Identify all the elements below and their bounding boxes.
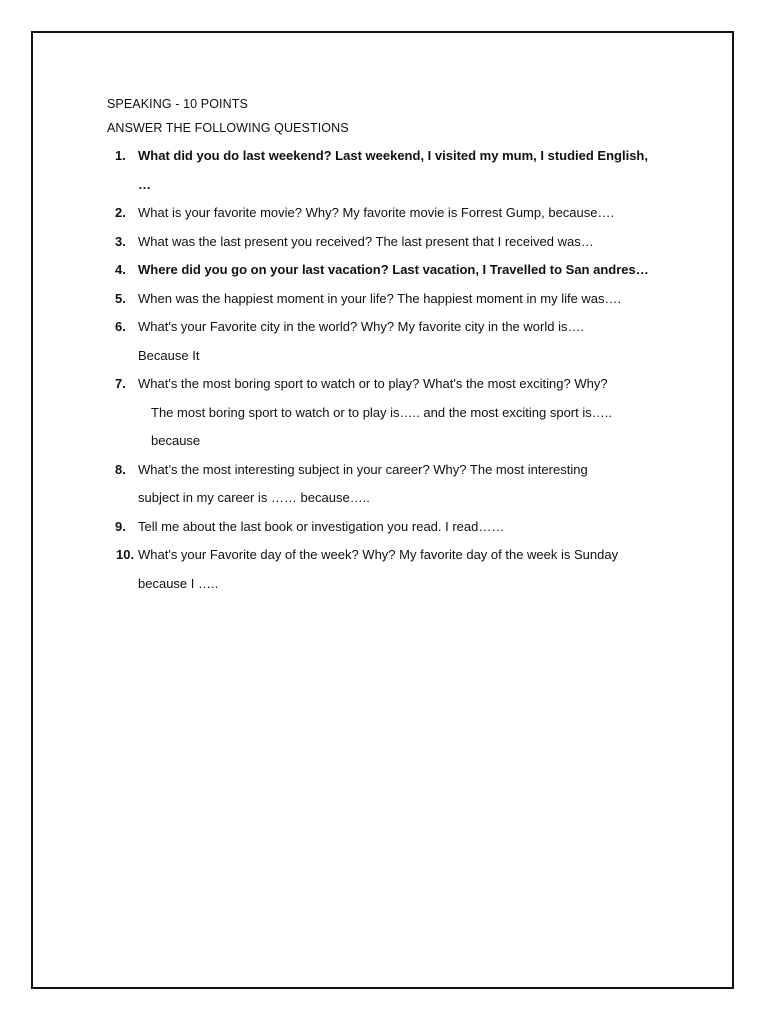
question-number: 5.	[115, 290, 126, 306]
question-list	[107, 142, 667, 598]
question-item	[107, 313, 667, 370]
question-item	[107, 199, 667, 228]
question-line: What's the most boring sport to watch or to play? What's the most exciting? Why?	[138, 376, 608, 391]
question-line: When was the happiest moment in your life? The happiest moment in my life was….	[138, 290, 622, 306]
question-line: subject in my career is …… because…..	[138, 490, 370, 505]
question-text	[138, 513, 667, 542]
question-item	[107, 456, 667, 513]
question-number: 10.	[116, 547, 135, 562]
question-text	[138, 541, 667, 598]
question-line: because I …..	[138, 575, 219, 591]
question-line: What was the last present you received? The last present that I received was…	[138, 233, 594, 249]
question-item	[107, 541, 667, 598]
question-item	[107, 142, 667, 199]
question-item	[107, 370, 667, 456]
worksheet-title: SPEAKING - 10 POINTS	[107, 97, 248, 111]
question-text	[138, 199, 667, 228]
question-line: Tell me about the last book or investigation you read. I read……	[138, 518, 505, 534]
question-text	[138, 370, 667, 456]
question-line: Where did you go on your last vacation? Last vacation, I Travelled to San andres…	[138, 262, 649, 277]
question-item	[107, 513, 667, 542]
question-line: Because It	[138, 347, 200, 363]
question-text	[138, 228, 667, 257]
question-number: 8.	[115, 461, 126, 477]
worksheet-content	[107, 96, 667, 598]
question-number: 7.	[115, 376, 126, 391]
question-line: What did you do last weekend? Last weekend, I visited my mum, I studied English,	[138, 148, 648, 163]
question-item	[107, 256, 667, 285]
question-number: 6.	[115, 319, 126, 334]
question-number: 2.	[115, 205, 126, 220]
question-line: …	[138, 176, 151, 192]
question-item	[107, 285, 667, 314]
question-line: What's your Favorite city in the world? Why? My favorite city in the world is….	[138, 319, 585, 334]
question-number: 4.	[115, 262, 126, 277]
question-number: 3.	[115, 233, 126, 249]
question-line: What is your favorite movie? Why? My favorite movie is Forrest Gump, because….	[138, 205, 615, 220]
question-number: 1.	[115, 148, 126, 163]
worksheet-instruction: ANSWER THE FOLLOWING QUESTIONS	[107, 121, 349, 135]
question-text	[138, 142, 667, 199]
question-item	[107, 228, 667, 257]
question-line: What’s the most interesting subject in your career? Why? The most interesting	[138, 461, 588, 477]
question-text	[138, 285, 667, 314]
question-text	[138, 456, 667, 513]
question-text	[138, 256, 667, 285]
question-number: 9.	[115, 518, 126, 534]
question-line: because	[151, 433, 201, 448]
question-line: The most boring sport to watch or to play is….. and the most exciting sport is…..	[151, 404, 612, 420]
question-line: What's your Favorite day of the week? Why? My favorite day of the week is Sunday	[138, 547, 619, 562]
question-text	[138, 313, 667, 370]
